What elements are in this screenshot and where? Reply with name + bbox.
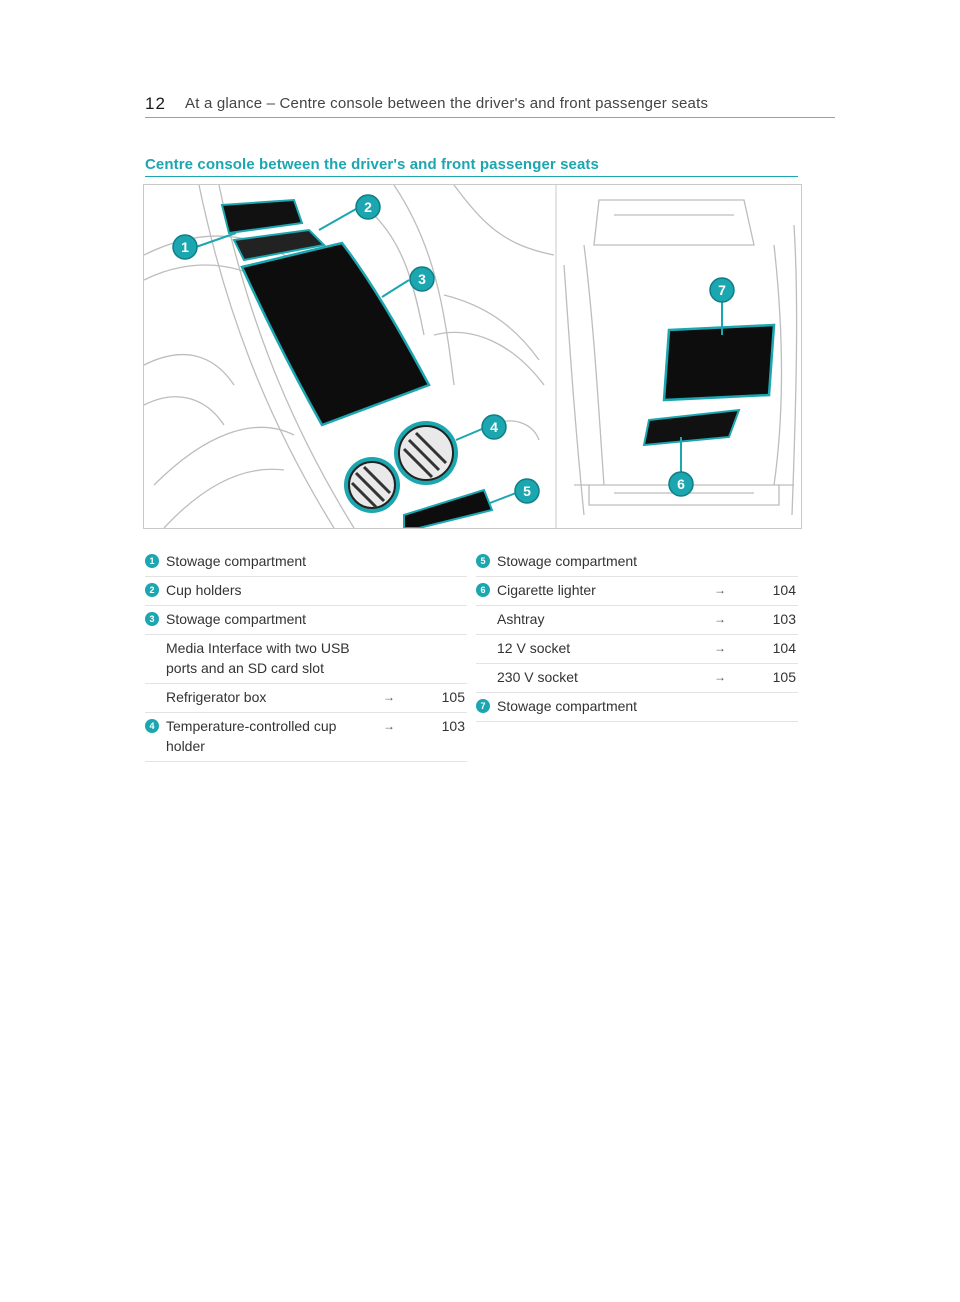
callout-label-7: 7	[718, 282, 726, 298]
page-ref-arrow: →	[383, 719, 395, 733]
callout-label-6: 6	[677, 476, 685, 492]
page-ref-arrow: →	[383, 690, 395, 704]
page-number: 12	[145, 94, 166, 113]
legend-item	[145, 548, 467, 577]
callout-label-1: 1	[181, 239, 189, 255]
legend-label: Stowage compartment	[497, 698, 638, 714]
legend-label: Stowage compartment	[166, 553, 307, 569]
page-reference-link[interactable]: 103	[441, 718, 465, 734]
legend-label: Media Interface with two USB ports and an SD card slot	[166, 640, 350, 676]
legend-label: Stowage compartment	[497, 553, 638, 569]
running-title: At a glance – Centre console between the driver's and front passenger seats	[185, 95, 709, 112]
page-header	[145, 94, 835, 120]
legend-label: 12 V socket	[497, 640, 571, 656]
page-reference-link[interactable]: 104	[772, 640, 796, 656]
callout-label-4: 4	[490, 419, 498, 435]
legend-subitem	[476, 635, 798, 664]
header-rule	[145, 117, 835, 118]
legend-subitem	[145, 635, 467, 684]
legend-item	[476, 577, 798, 606]
number-badge: 3	[145, 612, 159, 626]
section-title: Centre console between the driver's and front passenger seats	[145, 156, 599, 173]
callout-label-5: 5	[523, 483, 531, 499]
number-badge: 4	[145, 719, 159, 733]
console-illustration	[143, 184, 802, 529]
legend-item	[145, 713, 467, 762]
legend-subitem	[145, 684, 467, 713]
legend-label: Temperature-controlled cup holder	[166, 718, 337, 754]
legend-label: 230 V socket	[497, 669, 578, 685]
legend-left	[145, 548, 467, 762]
legend-item	[145, 606, 467, 635]
number-badge: 1	[145, 554, 159, 568]
legend-label: Cup holders	[166, 582, 242, 598]
legend-subitem	[476, 664, 798, 693]
callout-label-2: 2	[364, 199, 372, 215]
number-badge: 7	[476, 699, 490, 713]
legend-item	[476, 548, 798, 577]
callout-label-3: 3	[418, 271, 426, 287]
number-badge: 6	[476, 583, 490, 597]
page-ref-arrow: →	[714, 670, 726, 684]
section-title-rule	[145, 176, 798, 177]
page-ref-arrow: →	[714, 612, 726, 626]
legend-item	[145, 577, 467, 606]
legend-label: Cigarette lighter	[497, 582, 596, 598]
page-ref-arrow: →	[714, 583, 726, 597]
legend-label: Refrigerator box	[166, 689, 267, 705]
legend-right	[476, 548, 798, 722]
legend-label: Stowage compartment	[166, 611, 307, 627]
legend-item	[476, 693, 798, 722]
number-badge: 5	[476, 554, 490, 568]
number-badge: 2	[145, 583, 159, 597]
page-reference-link[interactable]: 103	[772, 611, 796, 627]
page-reference-link[interactable]: 105	[772, 669, 796, 685]
page-reference-link[interactable]: 105	[441, 689, 465, 705]
legend-subitem	[476, 606, 798, 635]
page-ref-arrow: →	[714, 641, 726, 655]
page-reference-link[interactable]: 104	[772, 582, 796, 598]
legend-label: Ashtray	[497, 611, 545, 627]
